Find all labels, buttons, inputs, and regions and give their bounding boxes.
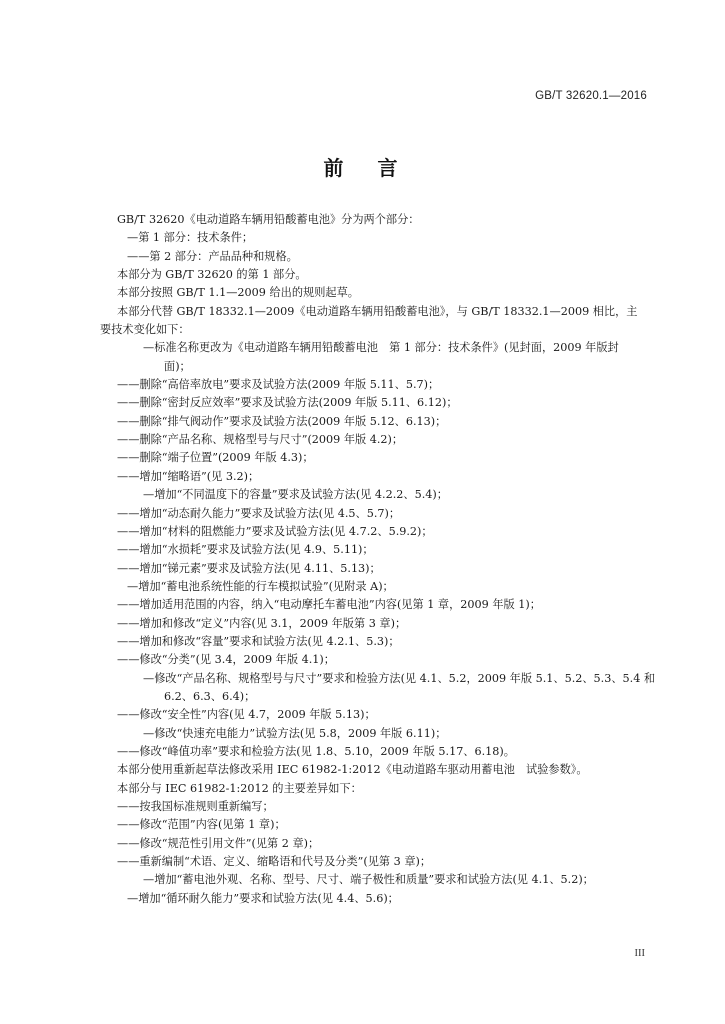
list-item: ——删除“密封反应效率”要求及试验方法(2009 年版 5.11、6.12)； xyxy=(117,396,458,410)
foreword-body xyxy=(100,211,657,908)
list-item: ——删除“排气阀动作”要求及试验方法(2009 年版 5.12、6.13)； xyxy=(117,414,447,428)
list-item: —增加“不同温度下的容量”要求及试验方法(见 4.2.2、5.4)； xyxy=(143,488,448,502)
list-item: ——重新编制“术语、定义、缩略语和代号及分类”(见第 3 章)； xyxy=(117,855,432,869)
list-item: ——增加“锑元素”要求及试验方法(见 4.11、5.13)； xyxy=(117,561,381,575)
list-item: ——删除“高倍率放电”要求及试验方法(2009 年版 5.11、5.7)； xyxy=(117,378,440,392)
list-item: ——增加“动态耐久能力”要求及试验方法(见 4.5、5.7)； xyxy=(117,506,401,520)
list-item: ——增加“缩略语”(见 3.2)； xyxy=(117,469,260,483)
list-item: —增加“蓄电池系统性能的行车模拟试验”(见附录 A)； xyxy=(127,579,394,593)
list-item: —第 1 部分：技术条件； xyxy=(127,231,254,245)
list-item: ——修改“范围”内容(见第 1 章)； xyxy=(117,818,286,832)
list-item: —修改“快速充电能力”试验方法(见 5.8，2009 年版 6.11)； xyxy=(143,726,447,740)
list-item: ——修改“分类”(见 3.4，2009 年版 4.1)； xyxy=(117,653,335,667)
paragraph-line: 本部分代替 GB/T 18332.1—2009《电动道路车辆用铅酸蓄电池》，与 GB/T 18332.1—2009 相比，主 xyxy=(117,304,638,318)
list-item: ——修改“规范性引用文件”(见第 2 章)； xyxy=(117,836,320,850)
list-item: ——修改“安全性”内容(见 4.7，2009 年版 5.13)； xyxy=(117,708,376,722)
list-item: ——修改“峰值功率”要求和检验方法(见 1.8、5.10，2009 年版 5.17、6.18)。 xyxy=(117,744,515,758)
standard-code: GB/T 32620.1—2016 xyxy=(535,90,647,102)
page-title: 前言 xyxy=(323,156,432,180)
list-item: —增加“循环耐久能力”要求和试验方法(见 4.4、5.6)； xyxy=(127,891,399,905)
list-item: ——删除“产品名称、规格型号与尺寸”(2009 年版 4.2)； xyxy=(117,433,404,447)
paragraph-line: 本部分与 IEC 61982-1:2012 的主要差异如下： xyxy=(117,781,362,795)
list-item: ——删除“端子位置”(2009 年版 4.3)； xyxy=(117,451,314,465)
paragraph-line: 本部分使用重新起草法修改采用 IEC 61982-1:2012《电动道路车驱动用蓄电池 试验参数》。 xyxy=(117,763,588,777)
list-item: ——按我国标准规则重新编写； xyxy=(117,800,274,813)
list-item: —增加“蓄电池外观、名称、型号、尺寸、端子极性和质量”要求和试验方法(见 4.1、5.2)； xyxy=(143,873,594,887)
list-item: ——第 2 部分：产品品种和规格。 xyxy=(127,249,298,263)
paragraph-line: 要技术变化如下： xyxy=(100,323,190,337)
list-item: ——增加“水损耗”要求及试验方法(见 4.9、5.11)； xyxy=(117,543,374,557)
list-item-continuation: 6.2、6.3、6.4)； xyxy=(164,689,256,703)
list-item: —修改“产品名称、规格型号与尺寸”要求和检验方法(见 4.1、5.2，2009 年版 5.1、5.2、5.3、5.4 和 xyxy=(143,671,656,685)
list-item: ——增加和修改“定义”内容(见 3.1，2009 年版第 3 章)； xyxy=(117,616,407,630)
list-item: ——增加“材料的阻燃能力”要求及试验方法(见 4.7.2、5.9.2)； xyxy=(117,524,433,538)
list-item: —标准名称更改为《电动道路车辆用铅酸蓄电池 第 1 部分：技术条件》(见封面，2009 年版封 xyxy=(143,341,619,355)
paragraph-line: GB/T 32620《电动道路车辆用铅酸蓄电池》分为两个部分： xyxy=(117,213,420,226)
paragraph-line: 本部分为 GB/T 32620 的第 1 部分。 xyxy=(117,268,307,282)
list-item-continuation: 面)； xyxy=(164,359,191,373)
page-number: III xyxy=(634,948,645,959)
list-item: ——增加适用范围的内容，纳入“电动摩托车蓄电池”内容(见第 1 章，2009 年版 1)； xyxy=(117,598,541,612)
list-item: ——增加和修改“容量”要求和试验方法(见 4.2.1、5.3)； xyxy=(117,634,400,648)
paragraph-line: 本部分按照 GB/T 1.1—2009 给出的规则起草。 xyxy=(117,286,359,300)
